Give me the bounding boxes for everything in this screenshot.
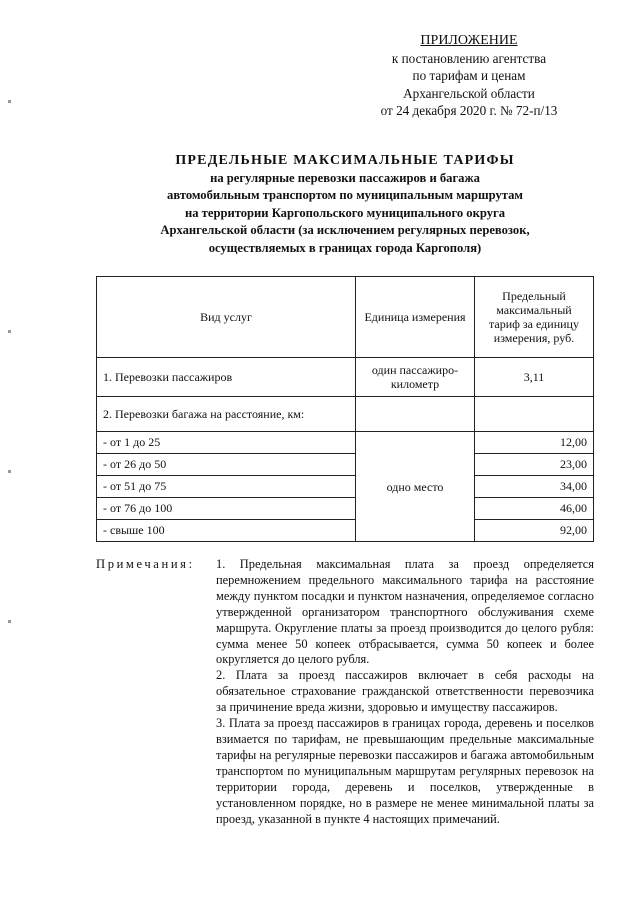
annex-line: к постановлению агентства	[391, 50, 547, 66]
annex-title: ПРИЛОЖЕНИЕ	[420, 33, 518, 48]
header-service: Вид услуг	[97, 277, 356, 358]
notes-list	[216, 557, 594, 827]
cell-tariff: 92,00	[475, 520, 594, 542]
annex-line: Архангельской области	[403, 85, 535, 101]
cell-empty	[356, 397, 475, 432]
cell-tariff: 23,00	[475, 454, 594, 476]
cell-service: 2. Перевозки багажа на расстояние, км:	[97, 397, 356, 432]
table-row	[97, 432, 594, 454]
annex-line: по тарифам и ценам	[412, 68, 526, 83]
table-row	[97, 397, 594, 432]
cell-unit: один пассажиро-километр	[356, 358, 475, 397]
notes-label: Примечания:	[96, 557, 195, 571]
header-tariff: Предельный максимальный тариф за единицу измерения, руб.	[475, 277, 594, 358]
annex-block	[350, 32, 588, 120]
heading-line: осуществляемых в границах города Каргополя)	[208, 240, 482, 255]
table-row	[97, 476, 594, 498]
table-row	[97, 498, 594, 520]
cell-tariff: 3,11	[475, 358, 594, 397]
cell-unit: одно место	[356, 432, 475, 542]
tariff-table	[96, 276, 594, 542]
scan-artifact	[8, 470, 11, 473]
cell-tariff: 46,00	[475, 498, 594, 520]
document-title: ПРЕДЕЛЬНЫЕ МАКСИМАЛЬНЫЕ ТАРИФЫ	[175, 153, 515, 168]
note-item: 1. Предельная максимальная плата за проезд определяется перемножением предельного максимального тарифа на расстояние между пунктом посадки и пунктом назначения, определяемое согласно утвержденной организатором транспортного обслуживания схеме маршрута. Округление платы за проезд производится до целого рубля: сумма менее 50 копеек отбрасывается, сумма 50 копеек и более округляется до целого рубля.	[216, 557, 594, 667]
cell-range: - от 1 до 25	[97, 432, 356, 454]
header-unit: Единица измерения	[356, 277, 475, 358]
scan-artifact	[8, 330, 11, 333]
cell-range: - от 26 до 50	[97, 454, 356, 476]
table-header-row	[97, 277, 594, 358]
cell-empty	[475, 397, 594, 432]
cell-tariff: 34,00	[475, 476, 594, 498]
note-item: 3. Плата за проезд пассажиров в границах города, деревень и поселков взимается по тарифам, не превышающим предельные максимальные тарифы на регулярные перевозки пассажиров и багажа автомобильным транспортом по муниципальным маршрутам регулярных перевозок на территории города, деревень и поселков, утвержденные в установленном порядке, но в размере не менее минимальной платы за проезд, указанной в пункте 4 настоящих примечаний.	[216, 716, 594, 826]
cell-range: - от 76 до 100	[97, 498, 356, 520]
heading-line: автомобильным транспортом по муниципальным маршрутам	[167, 188, 523, 203]
cell-range: - свыше 100	[97, 520, 356, 542]
scan-artifact	[8, 100, 11, 103]
heading-line: Архангельской области (за исключением регулярных перевозок,	[160, 223, 530, 238]
cell-service: 1. Перевозки пассажиров	[97, 358, 356, 397]
heading-line: на территории Каргопольского муниципального округа	[184, 205, 506, 220]
table-row	[97, 520, 594, 542]
table-row	[97, 358, 594, 397]
cell-tariff: 12,00	[475, 432, 594, 454]
note-item: 2. Плата за проезд пассажиров включает в себя расходы на обязательное страхование гражданской ответственности перевозчика за причинение вреда жизни, здоровью и имуществу пассажиров.	[216, 668, 594, 715]
scan-artifact	[8, 620, 11, 623]
annex-line: от 24 декабря 2020 г. № 72-п/13	[380, 103, 558, 118]
cell-range: - от 51 до 75	[97, 476, 356, 498]
document-heading	[96, 152, 594, 258]
table-row	[97, 454, 594, 476]
heading-line: на регулярные перевозки пассажиров и багажа	[210, 170, 480, 185]
